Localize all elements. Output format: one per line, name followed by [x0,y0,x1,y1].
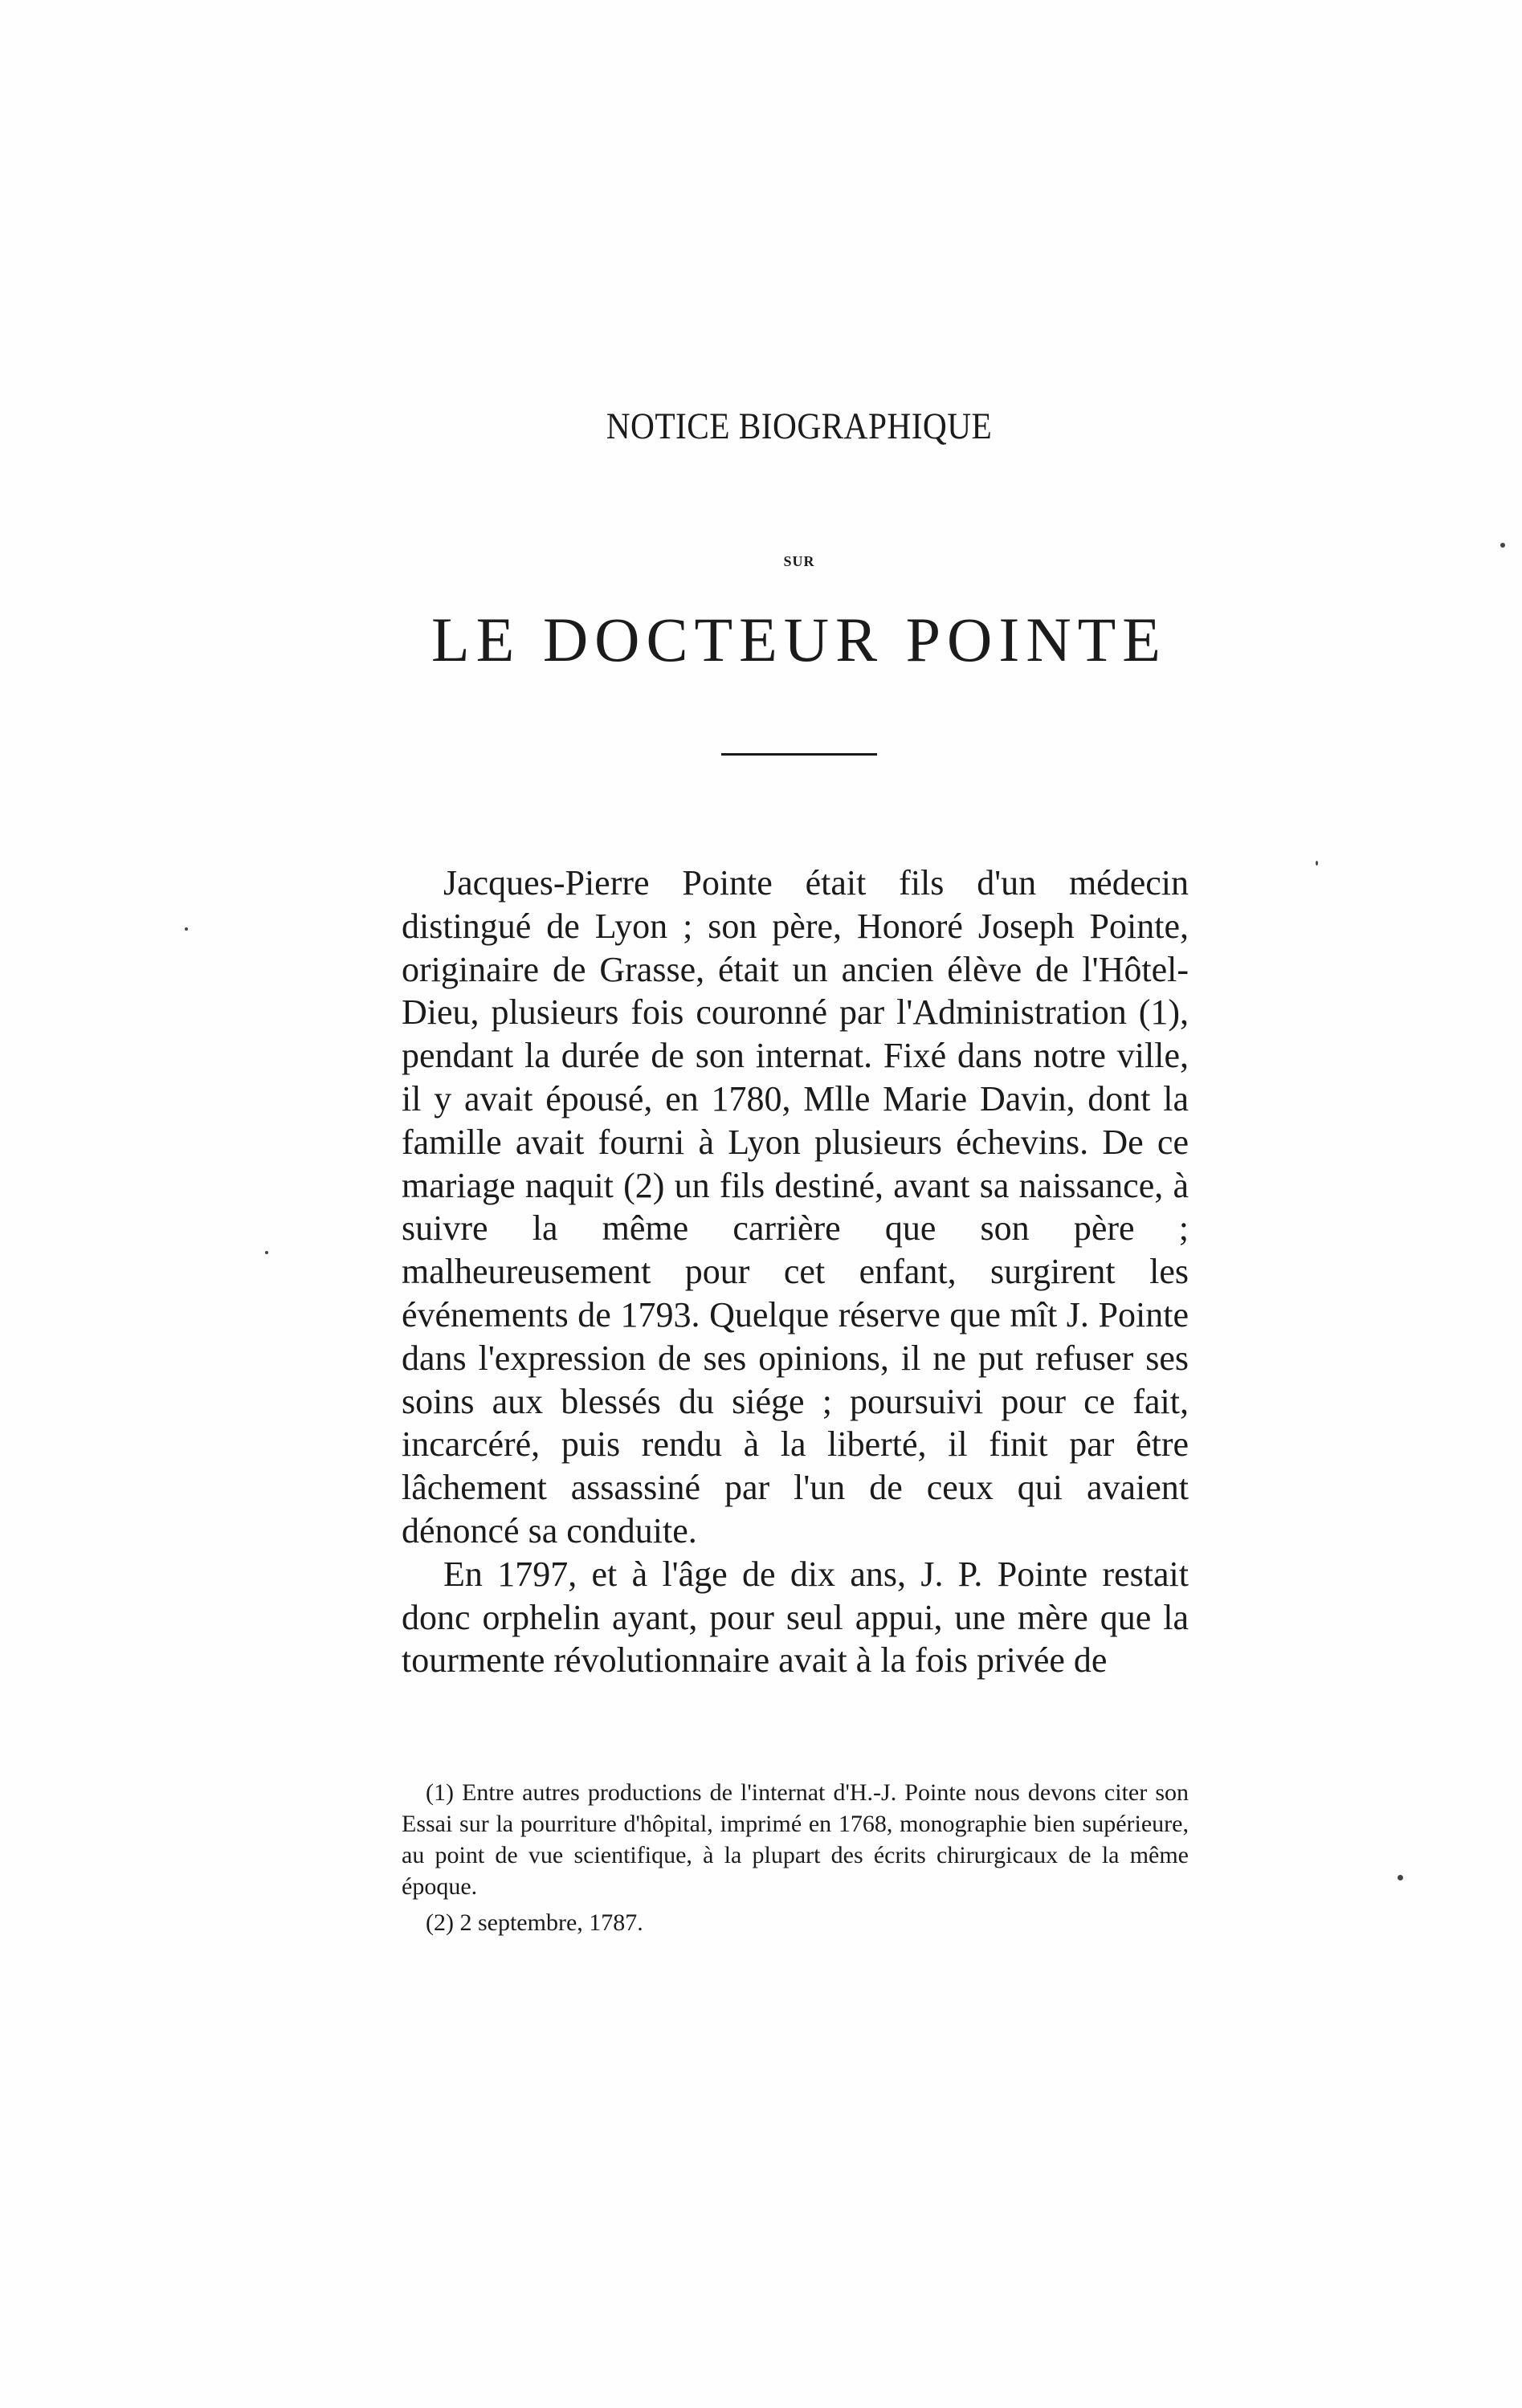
scan-speck [265,1251,268,1254]
footnote-2: (2) 2 septembre, 1787. [426,1909,643,1936]
scan-speck [1500,543,1505,548]
page-title: LE DOCTEUR POINTE [431,605,1167,674]
scan-speck [1316,861,1318,866]
title-rule [721,753,877,756]
heading-kicker: NOTICE BIOGRAPHIQUE [606,405,993,447]
body-paragraph-1: Jacques-Pierre Pointe était fils d'un médecin distingué de Lyon ; son père, Honoré Joseph Pointe, originaire de Grasse, était un ancien élève de l'Hôtel-Dieu, plusieurs fois couronné par l'Administration (1), pendant la durée de son internat. Fixé dans notre ville, il y avait épousé, en 1780, Mlle Marie Davin, dont la famille avait fourni à Lyon plusieurs échevins. De ce mariage naquit (2) un fils destiné, avant sa naissance, à suivre la même carrière que son père ; malheureusement pour cet enfant, surgirent les événements de 1793. Quelque réserve que mît J. Pointe dans l'expression de ses opinions, il ne put refuser ses soins aux blessés du siége ; poursuivi pour ce fait, incarcéré, puis rendu à la liberté, il finit par être lâchement assassiné par l'un de ceux qui avaient dénoncé sa conduite. [402,863,1189,1550]
footnotes [402,1777,1189,1938]
footnote-1: (1) Entre autres productions de l'internat d'H.-J. Pointe nous devons citer son Essai sur la pourriture d'hôpital, imprimé en 1768, monographie bien supérieure, au point de vue scientifique, à la plupart des écrits chirurgicaux de la même époque. [402,1779,1189,1900]
heading-connector: SUR [783,553,815,569]
scan-speck [1398,1875,1403,1880]
body-text [402,862,1189,1682]
scan-speck [185,927,188,931]
body-paragraph-2: En 1797, et à l'âge de dix ans, J. P. Pointe restait donc orphelin ayant, pour seul appui, une mère que la tourmente révolutionnaire avait à la fois privée de [402,1554,1189,1681]
